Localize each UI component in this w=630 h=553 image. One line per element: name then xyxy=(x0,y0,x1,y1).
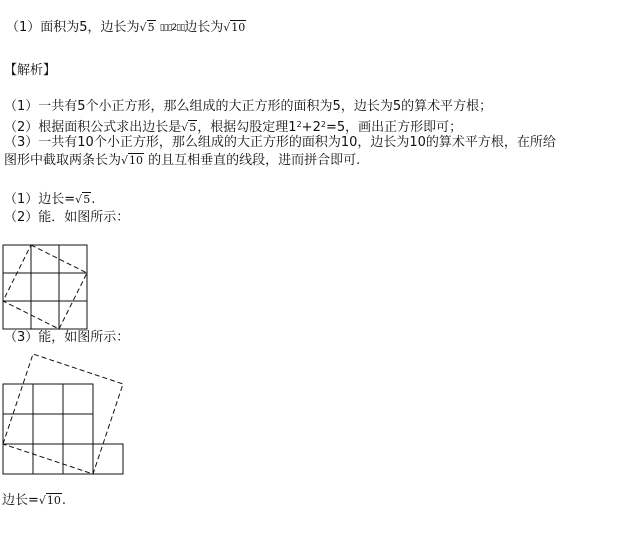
answer-mid: 边长为 xyxy=(184,20,224,35)
sqrt-10: √10 xyxy=(223,21,246,34)
analysis-line-4: 图形中截取两条长为√10 的且互相垂直的线段，进而拼合即可. xyxy=(4,153,361,168)
final-answer: 边长=√10. xyxy=(2,493,67,508)
garbled-glyphs: ▯▯▯2▯▯ xyxy=(159,23,185,33)
solution-line-3: （3）能，如图所示： xyxy=(4,330,130,345)
figure-grid-sqrt10 xyxy=(2,355,132,485)
answer-line xyxy=(6,20,246,36)
sqrt-5-analysis: √5 xyxy=(181,121,197,134)
sqrt-10-final: √10 xyxy=(38,494,61,507)
solution-line-1: （1）边长=√5. xyxy=(4,192,96,207)
sqrt-5-solution: √5 xyxy=(75,193,91,206)
sqrt-5: √5 xyxy=(139,21,155,34)
analysis-header: 【解析】 xyxy=(4,63,57,78)
analysis-line-2: （2）根据面积公式求出边长是√5，根据勾股定理$1^2+2^2=5$，画出正方形即可； xyxy=(4,120,463,135)
solution-line-2: （2）能．如图所示： xyxy=(4,210,130,225)
analysis-line-3: （3）一共有10个小正方形，那么组成的大正方形的面积为10，边长为10的算术平方根，在所给 xyxy=(4,135,556,150)
tilted-square-sqrt5 xyxy=(3,245,87,329)
analysis-line-1: （1）一共有5个小正方形，那么组成的大正方形的面积为5，边长为5的算术平方根； xyxy=(4,99,493,114)
sqrt-10-analysis: √10 xyxy=(121,154,144,167)
answer-prefix: （1）面积为5，边长为 xyxy=(6,20,140,35)
figure-grid-sqrt5 xyxy=(2,244,92,334)
